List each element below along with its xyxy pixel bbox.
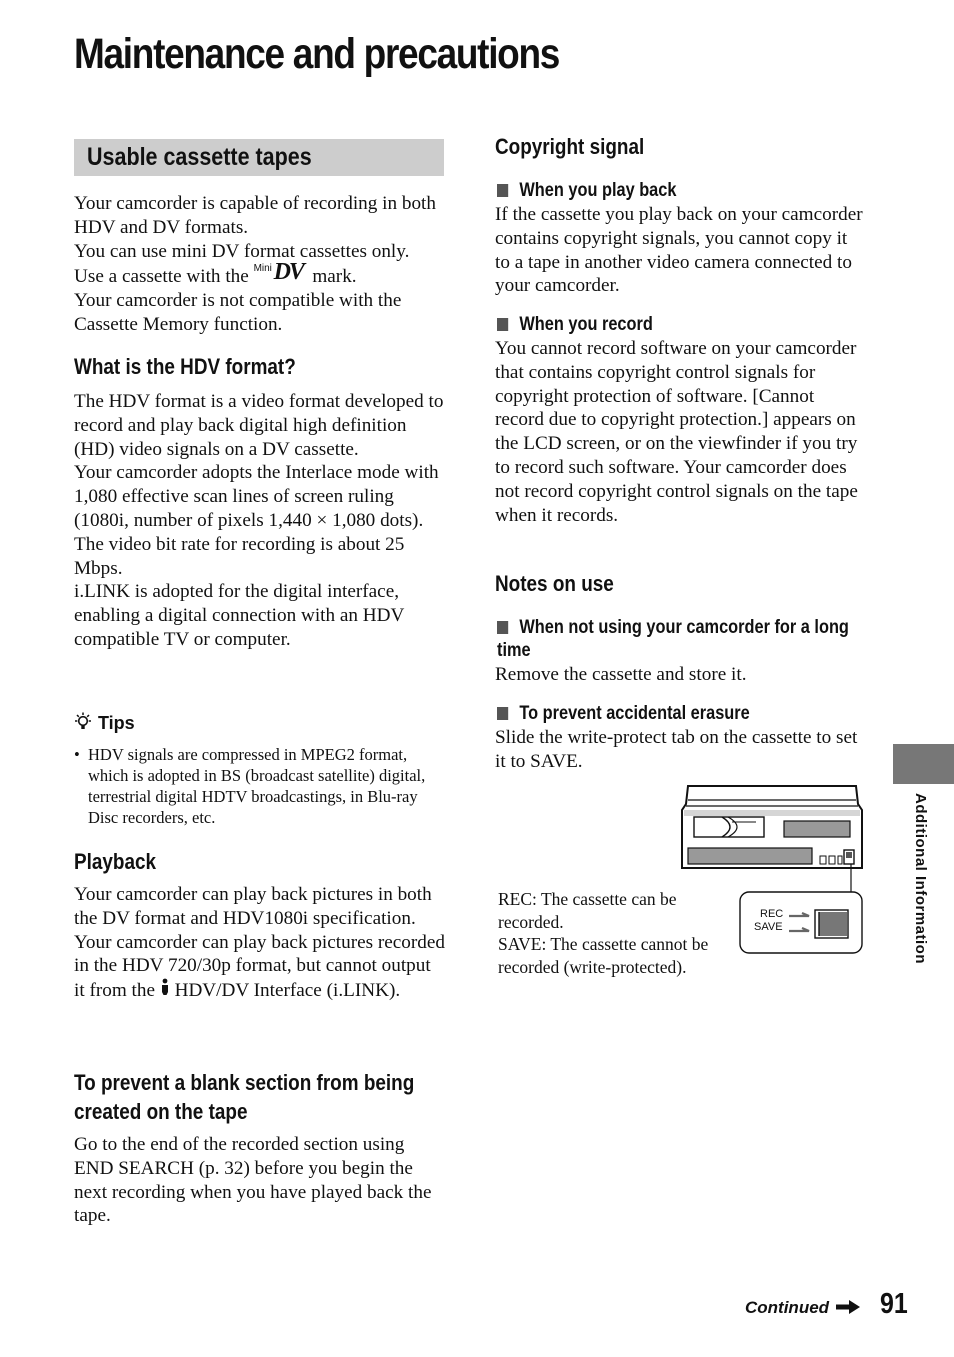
- tips-list: [74, 744, 446, 828]
- ilink-icon: [160, 978, 170, 1005]
- not-using-block: [495, 663, 863, 687]
- intro-line-3-end: mark.: [312, 266, 357, 288]
- intro-line-2: You can use mini DV format cassettes only.: [74, 240, 410, 262]
- mini-dv-mark-icon: [253, 259, 308, 286]
- hdv-paragraph-3: The video bit rate for recording is about 25 Mbps.: [74, 533, 405, 579]
- subheading-play-back-text: When you play back: [519, 180, 677, 201]
- not-using-paragraph: Remove the cassette and store it.: [495, 664, 747, 685]
- play-back-paragraph: If the cassette you play back on your camcorder contains copyright signals, you cannot copy it to a tape in another video camera connected to your camcorder.: [495, 204, 863, 297]
- subheading-erasure-text: To prevent accidental erasure: [519, 703, 750, 724]
- tips-item-1: HDV signals are compressed in MPEG2 format, which is adopted in BS (broadcast satellite) digital, terrestrial digital HDTV broadcastings, in Blu-ray Disc recorders, etc.: [88, 745, 426, 827]
- heading-hdv-format: What is the HDV format?: [74, 354, 296, 379]
- intro-line-3: [74, 259, 449, 289]
- subheading-play-back: [497, 179, 676, 202]
- playback-paragraph-2-text: Your camcorder can play back pictures recorded in the HDV 720/30p format, but cannot output it from the: [74, 931, 445, 1002]
- bullet-icon: •: [74, 745, 80, 764]
- switch-label-rec: REC: [760, 908, 784, 920]
- mini-dv-mark-big: DV: [273, 259, 303, 286]
- square-bullet-icon: [497, 184, 508, 197]
- heading-blank-section: To prevent a blank section from being created on the tape: [74, 1070, 415, 1124]
- blank-section-block: [74, 1133, 446, 1228]
- square-bullet-icon: [497, 318, 508, 331]
- switch-label-save: SAVE: [754, 921, 783, 933]
- mini-dv-mark-small: Mini: [253, 263, 272, 275]
- playback-block: [74, 883, 446, 1005]
- intro-line-3-text: Use a cassette with the: [74, 266, 249, 288]
- record-block: [495, 337, 865, 527]
- hdv-paragraph-2: Your camcorder adopts the Interlace mode with 1,080 effective scan lines of screen ruling (1080i, number of pixels 1,440 × 1,080 dots).: [74, 462, 439, 531]
- hdv-block: [74, 390, 446, 652]
- lightbulb-icon: [74, 712, 92, 737]
- footer-continued-text: Continued: [745, 1298, 830, 1317]
- subheading-record: [497, 313, 653, 336]
- blank-section-paragraph: Go to the end of the recorded section using END SEARCH (p. 32) before you begin the next recording when you have played back the tape.: [74, 1134, 432, 1227]
- square-bullet-icon: [497, 707, 508, 720]
- side-section-label: Additional Information: [912, 793, 929, 964]
- tips-heading: [74, 712, 135, 737]
- subheading-record-text: When you record: [519, 314, 653, 335]
- playback-paragraph-2: [74, 931, 446, 1005]
- playback-paragraph-1: Your camcorder can play back pictures in both the DV format and HDV1080i specification.: [74, 884, 432, 929]
- side-tab-marker: [893, 744, 954, 784]
- erasure-block: [495, 726, 865, 774]
- play-back-block: [495, 203, 863, 298]
- caption-rec: REC: The cassette can be recorded.: [498, 889, 677, 932]
- page-number: 91: [880, 1288, 908, 1320]
- subheading-not-using: [497, 616, 858, 662]
- heading-copyright-signal: Copyright signal: [495, 134, 645, 159]
- hdv-paragraph-1: The HDV format is a video format developed to record and play back digital high definition (HD) video signals on a DV cassette.: [74, 391, 444, 460]
- intro-block: [74, 192, 449, 337]
- caption-save: SAVE: The cassette cannot be recorded (write-protected).: [498, 934, 709, 977]
- section-band-usable-cassette-tapes: [74, 139, 444, 176]
- subheading-not-using-text: When not using your camcorder for a long time: [497, 617, 849, 661]
- playback-paragraph-2-end: HDV/DV Interface (i.LINK).: [174, 980, 401, 1002]
- subheading-erasure: [497, 702, 750, 725]
- arrow-right-icon: [836, 1299, 860, 1319]
- erasure-paragraph: Slide the write-protect tab on the cassette to set it to SAVE.: [495, 727, 858, 772]
- hdv-paragraph-4: i.LINK is adopted for the digital interface, enabling a digital connection with an HDV compatible TV or computer.: [74, 581, 405, 650]
- page-title: Maintenance and precautions: [74, 30, 560, 78]
- record-paragraph: You cannot record software on your camcorder that contains copyright control signals for copyright protection of software. [Cannot record due to copyright protection.] appears on the LCD screen, or on the viewfinder if you try to record such software. Your camcorder does not record copyright control signals on the tape when it records.: [495, 338, 858, 526]
- heading-notes-on-use: Notes on use: [495, 571, 614, 596]
- intro-line-4: Your camcorder is not compatible with the Cassette Memory function.: [74, 290, 402, 335]
- heading-playback: Playback: [74, 849, 157, 874]
- intro-line-1: Your camcorder is capable of recording in both HDV and DV formats.: [74, 193, 436, 238]
- square-bullet-icon: [497, 621, 508, 634]
- section-band-title: Usable cassette tapes: [87, 143, 312, 171]
- tips-label: Tips: [98, 713, 135, 733]
- footer-continued: [745, 1298, 860, 1319]
